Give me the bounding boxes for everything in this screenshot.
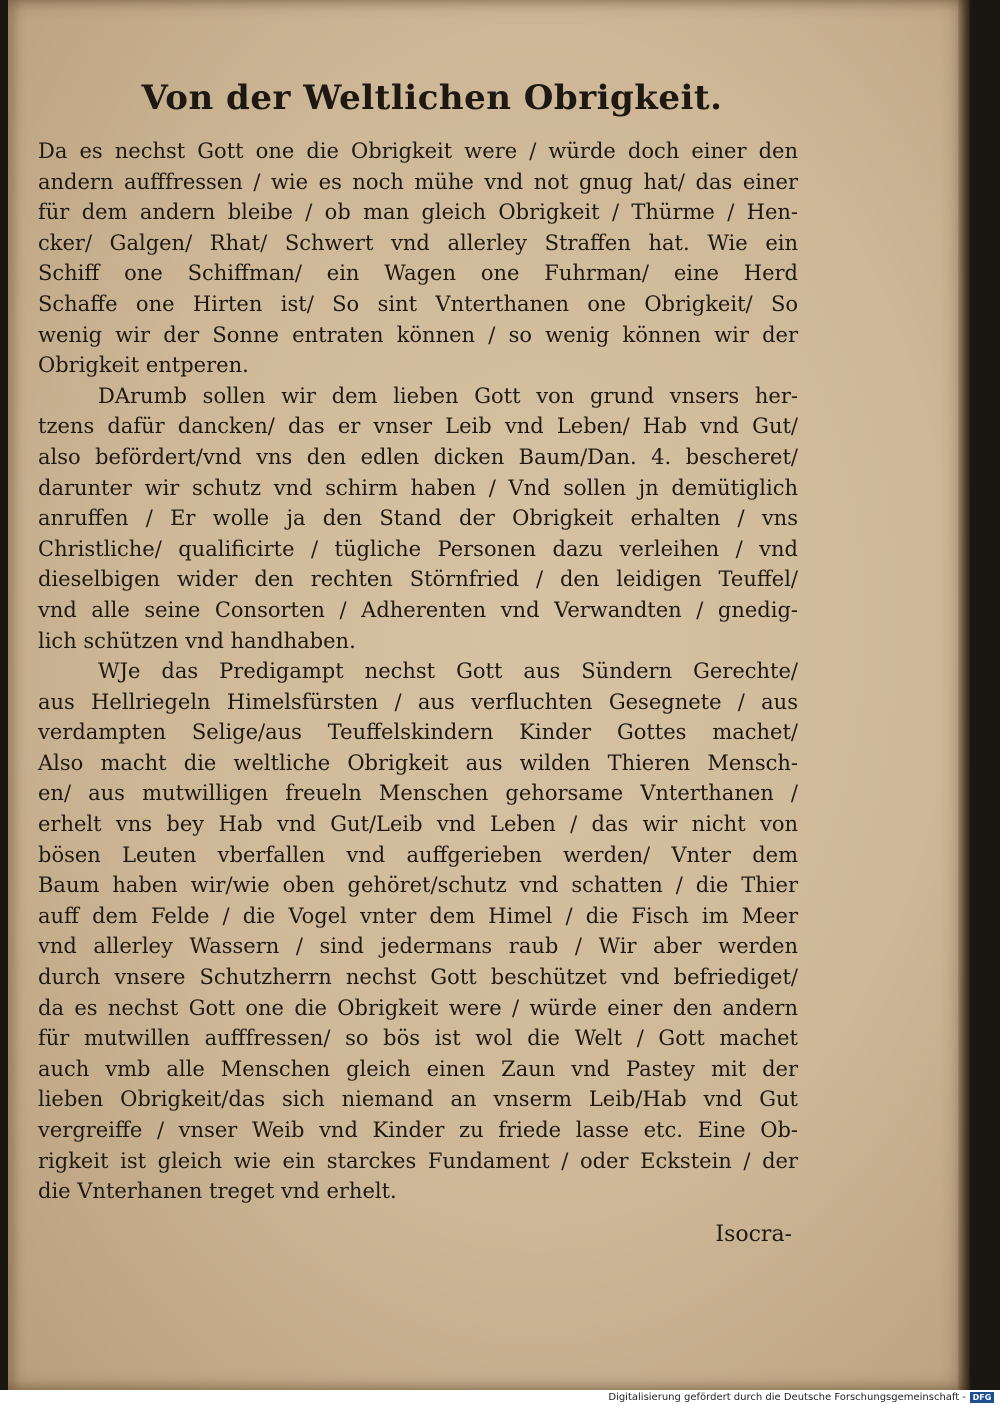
text-line: erhelt vns bey Hab vnd Gut/Leib vnd Leben / das wir nicht von (38, 812, 798, 837)
text-line: lich schützen vnd handhaben. (38, 628, 356, 653)
text-line: Baum haben wir/wie oben gehöret/schutz vnd schatten / die Thier (38, 873, 798, 898)
footer-credit: Digitalisierung gefördert durch die Deutsche Forschungsgemeinschaft - (608, 1392, 966, 1403)
text-line: Christliche/ qualificirte / tügliche Personen dazu verleihen / vnd (38, 536, 798, 561)
dfg-logo-icon: DFG (970, 1392, 994, 1403)
text-line: vnd alle seine Consorten / Adherenten vnd Verwandten / gnedig- (38, 597, 798, 622)
text-line: anruffen / Er wolle ja den Stand der Obrigkeit erhalten / vns (38, 506, 798, 531)
text-line: Schiff one Schiffman/ ein Wagen one Fuhrman/ eine Herd (38, 261, 798, 286)
text-line: durch vnsere Schutzherrn nechst Gott beschützet vnd befriediget/ (38, 965, 798, 990)
text-line: rigkeit ist gleich wie ein starckes Fundament / oder Eckstein / der (38, 1148, 798, 1173)
text-line: für dem andern bleibe / ob man gleich Obrigkeit / Thürme / Hen- (38, 200, 798, 225)
text-line: auff dem Felde / die Vogel vnter dem Himel / die Fisch im Meer (38, 903, 798, 928)
text-line: aus Hellriegeln Himelsfürsten / aus verfluchten Gesegnete / aus (38, 689, 798, 714)
text-line: Obrigkeit entperen. (38, 353, 249, 378)
text-line: Also macht die weltliche Obrigkeit aus wilden Thieren Mensch- (38, 750, 798, 775)
text-line: WJe das Predigampt nechst Gott aus Sündern Gerechte/ (98, 659, 798, 684)
text-line: Da es nechst Gott one die Obrigkeit were / würde doch einer den (38, 139, 798, 163)
text-line: die Vnterhanen treget vnd erhelt. (38, 1179, 397, 1204)
text-line: wenig wir der Sonne entraten können / so wenig können wir der (38, 322, 798, 347)
text-line: verdampten Selige/aus Teuffelskindern Kinder Gottes machet/ (38, 720, 798, 745)
book-page (8, 0, 970, 1390)
text-line: vergreiffe / vnser Weib vnd Kinder zu friede lasse etc. Eine Ob- (38, 1118, 798, 1142)
text-line: da es nechst Gott one die Obrigkeit were / würde einer den andern (38, 995, 798, 1020)
text-line: also befördert/vnd vns den edlen dicken Baum/Dan. 4. bescheret/ (38, 444, 798, 469)
text-line: dieselbigen wider den rechten Störnfried / den leidigen Teuffel/ (38, 567, 798, 592)
text-line: Schaffe one Hirten ist/ So sint Vnterthanen one Obrigkeit/ So (38, 291, 798, 316)
catchword: Isocra- (715, 1222, 792, 1247)
text-line: lieben Obrigkeit/das sich niemand an vnserm Leib/Hab vnd Gut (38, 1087, 798, 1112)
text-line: tzens dafür dancken/ das er vnser Leib vnd Leben/ Hab vnd Gut/ (38, 414, 798, 439)
text-line: cker/ Galgen/ Rhat/ Schwert vnd allerley Straffen hat. Wie ein (38, 230, 798, 255)
running-head: Von der Weltlichen Obrigkeit. (141, 78, 723, 118)
text-line: auch vmb alle Menschen gleich einen Zaun vnd Pastey mit der (38, 1056, 798, 1081)
text-line: andern aufffressen / wie es noch mühe vnd not gnug hat/ das einer (38, 169, 798, 194)
text-line: vnd allerley Wassern / sind jedermans raub / Wir aber werden (38, 934, 798, 959)
body-text (38, 136, 798, 1207)
text-line: DArumb sollen wir dem lieben Gott von grund vnsers her- (98, 383, 798, 408)
text-line: en/ aus mutwilligen freueln Menschen gehorsame Vnterthanen / (38, 781, 798, 806)
page-gutter-shadow (958, 0, 970, 1390)
digitization-footer (0, 1390, 1000, 1405)
text-line: bösen Leuten vberfallen vnd auffgerieben werden/ Vnter dem (38, 842, 798, 867)
text-line: für mutwillen aufffressen/ so bös ist wol die Welt / Gott machet (38, 1026, 798, 1051)
text-line: darunter wir schutz vnd schirm haben / Vnd sollen jn demütiglich (38, 475, 798, 500)
